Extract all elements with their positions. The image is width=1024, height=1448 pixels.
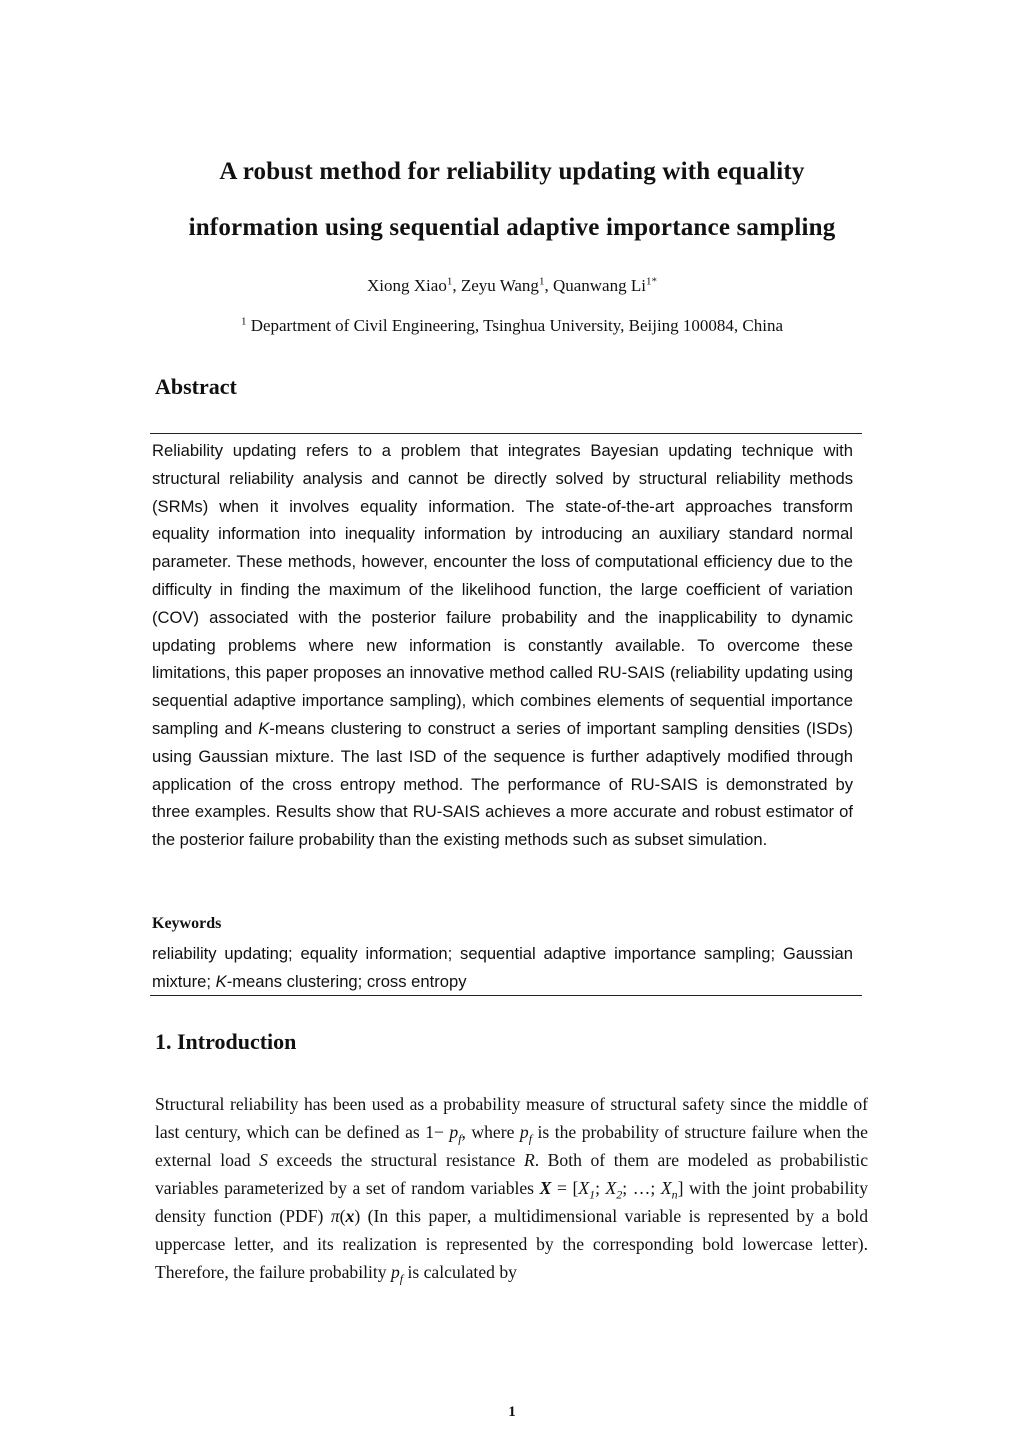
abstract-k-symbol: K (258, 718, 270, 738)
intro-text: is calculated by (403, 1262, 517, 1282)
abstract-text-part-2: -means clustering to construct a series of important sampling densities (ISDs) using Gaussian mixture. The last ISD of the sequence is further adaptively modified through application of the cross entropy method. The performance of RU-SAIS is demonstrated by three examples. Results show that RU-SAIS achieves a more accurate and robust estimator of the posterior failure probability than the existing methods such as subset simulation. (152, 718, 853, 850)
keywords-body (152, 940, 853, 996)
intro-text: ; (595, 1178, 606, 1198)
abstract-text-part-1: Reliability updating refers to a problem that integrates Bayesian updating technique with structural reliability analysis and cannot be directly solved by structural reliability methods (SRMs) when it involves equality information. The state-of-the-art approaches transform equality information into inequality information by introducing an auxiliary standard normal parameter. These methods, however, encounter the loss of computational efficiency due to the difficulty in finding the maximum of the likelihood function, the large coefficient of variation (COV) associated with the posterior failure probability and the inapplicability to dynamic updating problems where new information is constantly available. To overcome these limitations, this paper proposes an innovative method called RU-SAIS (reliability updating using sequential adaptive importance sampling), which combines elements of sequential importance sampling and (152, 441, 853, 738)
symbol-pf: $p_f$ (390, 1262, 404, 1286)
abstract-bottom-rule (150, 995, 862, 996)
author-name: Zeyu Wang (460, 276, 539, 295)
symbol-x1: $X_1$ (578, 1178, 596, 1202)
keywords-text-part-1: reliability updating; equality information; sequential adaptive importance sampling; Gaussian mixture; (152, 944, 853, 991)
abstract-heading: Abstract (155, 374, 237, 399)
paper-title-line-2: information using sequential adaptive importance sampling (188, 214, 836, 241)
keywords-label: Keywords (152, 915, 222, 932)
introduction-paragraph (155, 1090, 868, 1286)
paper-title-line-1: A robust method for reliability updating with equality (219, 158, 805, 185)
author-name: Xiong Xiao (367, 276, 447, 295)
intro-text: ; …; (622, 1178, 661, 1198)
symbol-bold-lower-x: x (345, 1206, 355, 1226)
abstract-top-rule (150, 433, 862, 434)
author-affiliation-mark: 1* (645, 275, 657, 288)
symbol-xn: $X_n$ (660, 1178, 678, 1202)
keywords-k-symbol: K (215, 971, 227, 991)
intro-text: exceeds the structural resistance (267, 1150, 524, 1170)
symbol-pi: π (330, 1206, 340, 1226)
author-affiliation-mark: 1 (446, 275, 453, 288)
symbol-x2: $X_2$ (605, 1178, 623, 1202)
symbol-s: S (259, 1150, 268, 1170)
author-affiliation-mark: 1 (538, 275, 545, 288)
symbol-r: R (523, 1150, 535, 1170)
page-number: 1 (508, 1404, 516, 1420)
symbol-pf: $p_f$ (449, 1122, 462, 1146)
intro-text: is the probability of structure failure when the external load (155, 1122, 868, 1170)
intro-text: = [ (551, 1178, 579, 1198)
intro-text: ] with the joint probability density function (PDF) (155, 1178, 868, 1226)
author-list: Xiong Xiao$^1$, Zeyu Wang$^1$, Quanwang $Li^{1*}$ (367, 275, 657, 295)
affiliation-mark: 1 (240, 315, 247, 328)
intro-text: , where (461, 1122, 520, 1142)
abstract-body (152, 437, 853, 854)
affiliation-text: Department of Civil Engineering, Tsinghua University, Beijing 100084, China (250, 316, 784, 335)
intro-text: ( (339, 1206, 346, 1226)
author-name: Quanwang Li (552, 276, 646, 295)
section-heading-introduction: 1. Introduction (155, 1029, 297, 1054)
intro-text: . Both of them are modeled as probabilistic variables parameterized by a set of random variables (155, 1150, 869, 1198)
symbol-pf: $p_f$ (519, 1122, 533, 1146)
intro-text: Structural reliability has been used as a probability measure of structural safety since the middle of last century, which can be defined as 1− (155, 1094, 868, 1142)
symbol-bold-x: X (539, 1178, 552, 1198)
affiliation (0, 316, 1024, 336)
intro-text: ) (In this paper, a multidimensional variable is represented by a bold uppercase letter, and its realization is represented by the corresponding bold lowercase letter). Therefore, the failure probability (155, 1206, 868, 1282)
keywords-text-part-2: -means clustering; cross entropy (226, 971, 467, 991)
